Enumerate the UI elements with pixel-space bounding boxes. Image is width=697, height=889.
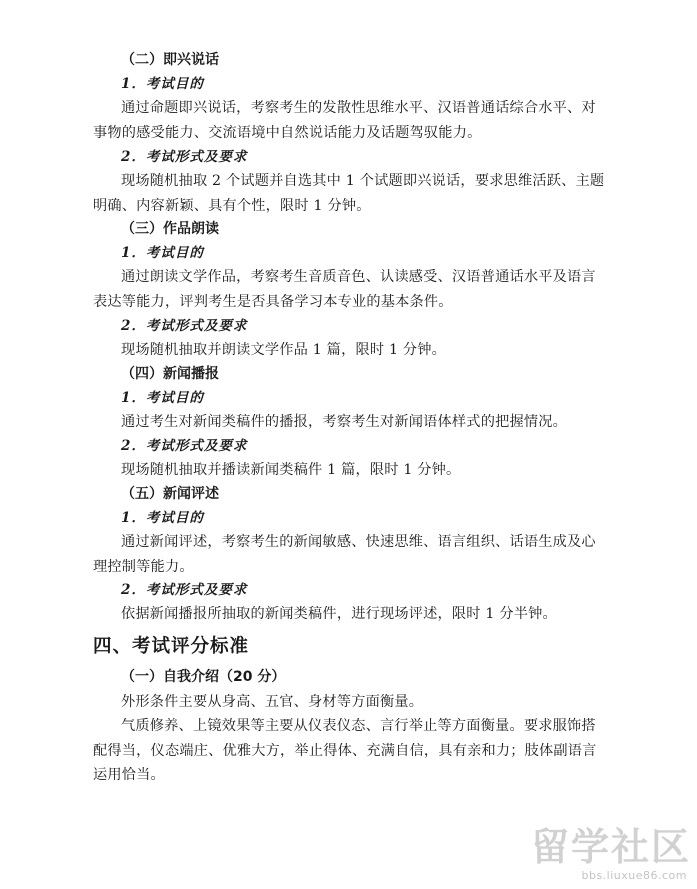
section-heading-work-reading: （三）作品朗读 bbox=[121, 221, 219, 237]
main-heading-scoring-standards: 四、考试评分标准 bbox=[93, 636, 250, 657]
watermark-url: bbs.liuxue86.com bbox=[581, 869, 687, 882]
paragraph-line: 事物的感受能力、交流语境中自然说话能力及话题驾驭能力。 bbox=[93, 125, 482, 141]
paragraph-line: 外形条件主要从身高、五官、身材等方面衡量。 bbox=[121, 694, 424, 710]
section-heading-impromptu-speech: （二）即兴说话 bbox=[121, 52, 219, 68]
item-heading-exam-format: 2．考试形式及要求 bbox=[121, 318, 248, 334]
section-heading-news-commentary: （五）新闻评述 bbox=[121, 486, 219, 502]
paragraph-line: 通过考生对新闻类稿件的播报，考察考生对新闻语体样式的把握情况。 bbox=[121, 414, 568, 430]
paragraph-line: 现场随机抽取 2 个试题并自选其中 1 个试题即兴说话，要求思维活跃、主题 bbox=[121, 173, 605, 189]
item-heading-exam-purpose: 1．考试目的 bbox=[121, 510, 204, 526]
section-heading-news-broadcast: （四）新闻播报 bbox=[121, 366, 219, 382]
paragraph-line: 运用恰当。 bbox=[93, 767, 165, 783]
paragraph-line: 表达等能力，评判考生是否具备学习本专业的基本条件。 bbox=[93, 294, 453, 310]
section-heading-self-introduction: （一）自我介绍（20 分） bbox=[121, 669, 286, 685]
paragraph-line: 通过新闻评述，考察考生的新闻敏感、快速思维、语言组织、话语生成及心 bbox=[121, 534, 596, 550]
paragraph-line: 理控制等能力。 bbox=[93, 559, 194, 575]
paragraph-line: 明确、内容新颖、具有个性，限时 1 分钟。 bbox=[93, 198, 371, 214]
site-watermark bbox=[523, 825, 693, 887]
paragraph-line: 现场随机抽取并播读新闻类稿件 1 篇，限时 1 分钟。 bbox=[121, 462, 461, 478]
item-heading-exam-purpose: 1．考试目的 bbox=[121, 245, 204, 261]
paragraph-line: 现场随机抽取并朗读文学作品 1 篇，限时 1 分钟。 bbox=[121, 342, 447, 358]
item-heading-exam-format: 2．考试形式及要求 bbox=[121, 582, 248, 598]
item-heading-exam-purpose: 1．考试目的 bbox=[121, 390, 204, 406]
paragraph-line: 通过命题即兴说话，考察考生的发散性思维水平、汉语普通话综合水平、对 bbox=[121, 100, 596, 116]
paragraph-line: 依据新闻播报所抽取的新闻类稿件，进行现场评述，限时 1 分半钟。 bbox=[121, 606, 557, 622]
watermark-brand: 留学社区 bbox=[530, 825, 691, 869]
item-heading-exam-purpose: 1．考试目的 bbox=[121, 76, 204, 92]
paragraph-line: 气质修养、上镜效果等主要从仪表仪态、言行举止等方面衡量。要求服饰搭 bbox=[121, 718, 596, 734]
item-heading-exam-format: 2．考试形式及要求 bbox=[121, 149, 248, 165]
item-heading-exam-format: 2．考试形式及要求 bbox=[121, 438, 248, 454]
paragraph-line: 配得当，仪态端庄、优雅大方，举止得体、充满自信，具有亲和力；肢体副语言 bbox=[93, 743, 597, 759]
paragraph-line: 通过朗读文学作品，考察考生音质音色、认读感受、汉语普通话水平及语言 bbox=[121, 269, 596, 285]
